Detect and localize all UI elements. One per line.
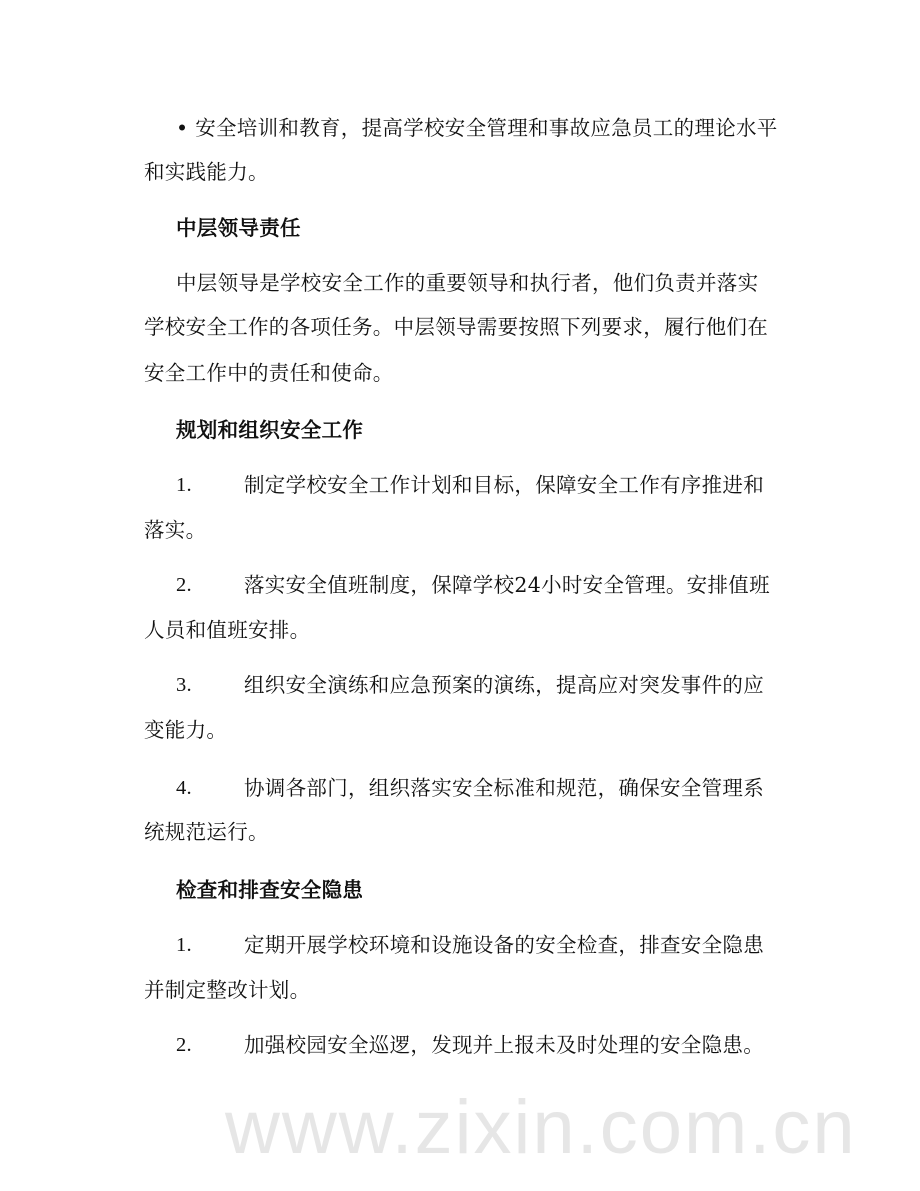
list-item-line: 变能力。 — [144, 718, 228, 742]
watermark: www.zixin.com.cn — [225, 1085, 857, 1170]
bullet-line-2: 和实践能力。 — [144, 160, 269, 184]
list-item-line: 加强校园安全巡逻，发现并上报未及时处理的安全隐患。 — [244, 1033, 764, 1057]
list-item-line: 落实。 — [144, 518, 207, 542]
list-item-line: 并制定整改计划。 — [144, 978, 311, 1002]
paragraph-line: 学校安全工作的各项任务。中层领导需要按照下列要求，履行他们在 — [144, 315, 768, 339]
list-item-line: 定期开展学校环境和设施设备的安全检查，排查安全隐患 — [244, 933, 764, 957]
section-heading: 规划和组织安全工作 — [176, 418, 364, 442]
list-number: 1. — [176, 474, 192, 496]
list-item-line: 制定学校安全工作计划和目标，保障安全工作有序推进和 — [244, 473, 764, 497]
list-item-line: 落实安全值班制度，保障学校24小时安全管理。安排值班 — [244, 573, 770, 597]
list-number: 1. — [176, 934, 192, 956]
list-item-line: 组织安全演练和应急预案的演练，提高应对突发事件的应 — [244, 673, 764, 697]
bullet-line-1: • 安全培训和教育，提高学校安全管理和事故应急员工的理论水平 — [176, 116, 778, 140]
list-number: 3. — [176, 674, 192, 696]
section-heading: 检查和排查安全隐患 — [176, 878, 364, 902]
list-number: 4. — [176, 777, 192, 799]
section-heading: 中层领导责任 — [176, 216, 301, 240]
paragraph-line: 中层领导是学校安全工作的重要领导和执行者，他们负责并落实 — [176, 271, 759, 295]
list-item-line: 协调各部门，组织落实安全标准和规范，确保安全管理系 — [244, 776, 764, 800]
list-item-line: 人员和值班安排。 — [144, 618, 311, 642]
list-number: 2. — [176, 1034, 192, 1056]
paragraph-line: 安全工作中的责任和使命。 — [144, 361, 394, 385]
list-number: 2. — [176, 574, 192, 596]
list-item-line: 统规范运行。 — [144, 820, 269, 844]
